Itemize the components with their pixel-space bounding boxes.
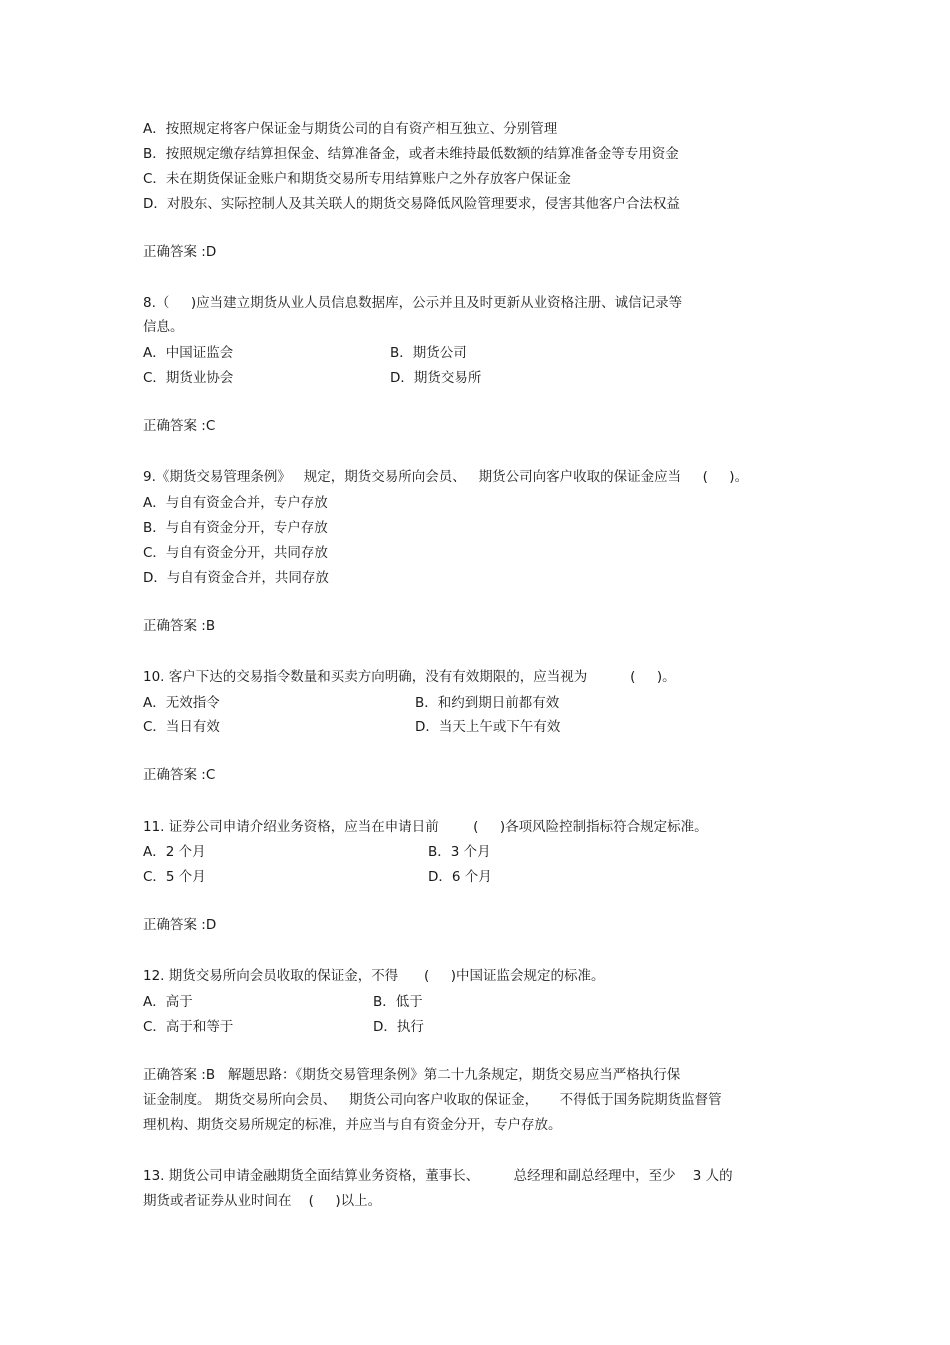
q11-answer: 正确答案 :D [143, 917, 217, 933]
q11-option-d: D．6 个月 [428, 869, 492, 885]
q7-answer: 正确答案 :D [143, 244, 217, 260]
q12-answer: 正确答案 :B 解题思路：《期货交易管理条例》第二十九条规定，期货交易应当严格执行保 [143, 1067, 681, 1083]
q7-option-b: B．按照规定缴存结算担保金、结算准备金，或者未维持最低数额的结算准备金等专用资金 [143, 146, 679, 162]
q11-option-c: C．5 个月 [143, 869, 206, 885]
q8-option-c: C．期货业协会 [143, 370, 234, 386]
q13-stem-cont: 期货或者证券从业时间在 ( )以上。 [143, 1193, 382, 1209]
q12-stem: 12. 期货交易所向会员收取的保证金，不得 ( )中国证监会规定的标准。 [143, 968, 605, 984]
q10-stem: 10. 客户下达的交易指令数量和买卖方向明确，没有有效期限的，应当视为 ( )。 [143, 669, 676, 685]
q10-option-a: A．无效指令 [143, 695, 220, 711]
q8-stem-cont: 信息。 [143, 319, 184, 335]
q13-stem: 13. 期货公司申请金融期货全面结算业务资格，董事长、 总经理和副总经理中，至少 3 人的 [143, 1168, 733, 1184]
q8-answer: 正确答案 :C [143, 418, 216, 434]
q11-option-b: B．3 个月 [428, 844, 491, 860]
q8-option-a: A．中国证监会 [143, 345, 234, 361]
q9-option-d: D．与自有资金合并，共同存放 [143, 570, 329, 586]
q12-option-c: C．高于和等于 [143, 1019, 234, 1035]
q8-stem: 8.（ )应当建立期货从业人员信息数据库，公示并且及时更新从业资格注册、诚信记录等 [143, 295, 683, 311]
q12-option-b: B．低于 [373, 994, 423, 1010]
q8-option-d: D．期货交易所 [390, 370, 482, 386]
q7-option-a: A．按照规定将客户保证金与期货公司的自有资产相互独立、分别管理 [143, 121, 558, 137]
q11-stem: 11. 证券公司申请介绍业务资格，应当在申请日前 ( )各项风险控制指标符合规定标准。 [143, 819, 708, 835]
q9-option-c: C．与自有资金分开，共同存放 [143, 545, 328, 561]
q10-answer: 正确答案 :C [143, 767, 216, 783]
q12-explanation-line-3: 理机构、期货交易所规定的标准，并应当与自有资金分开，专户存放。 [143, 1117, 562, 1133]
q12-option-d: D．执行 [373, 1019, 424, 1035]
q9-option-a: A．与自有资金合并，专户存放 [143, 495, 328, 511]
q7-option-c: C．未在期货保证金账户和期货交易所专用结算账户之外存放客户保证金 [143, 171, 571, 187]
q11-option-a: A．2 个月 [143, 844, 206, 860]
q10-option-d: D．当天上午或下午有效 [415, 719, 561, 735]
q12-explanation-line-2: 证金制度。 期货交易所向会员、 期货公司向客户收取的保证金， 不得低于国务院期货监督管 [143, 1092, 722, 1108]
q9-option-b: B．与自有资金分开，专户存放 [143, 520, 328, 536]
q8-option-b: B．期货公司 [390, 345, 467, 361]
q10-option-b: B．和约到期日前都有效 [415, 695, 560, 711]
q10-option-c: C．当日有效 [143, 719, 220, 735]
q9-answer: 正确答案 :B [143, 618, 216, 634]
q9-stem: 9.《期货交易管理条例》 规定，期货交易所向会员、 期货公司向客户收取的保证金应当 ( )。 [143, 469, 749, 485]
q7-option-d: D．对股东、实际控制人及其关联人的期货交易降低风险管理要求，侵害其他客户合法权益 [143, 196, 680, 212]
q12-option-a: A．高于 [143, 994, 193, 1010]
